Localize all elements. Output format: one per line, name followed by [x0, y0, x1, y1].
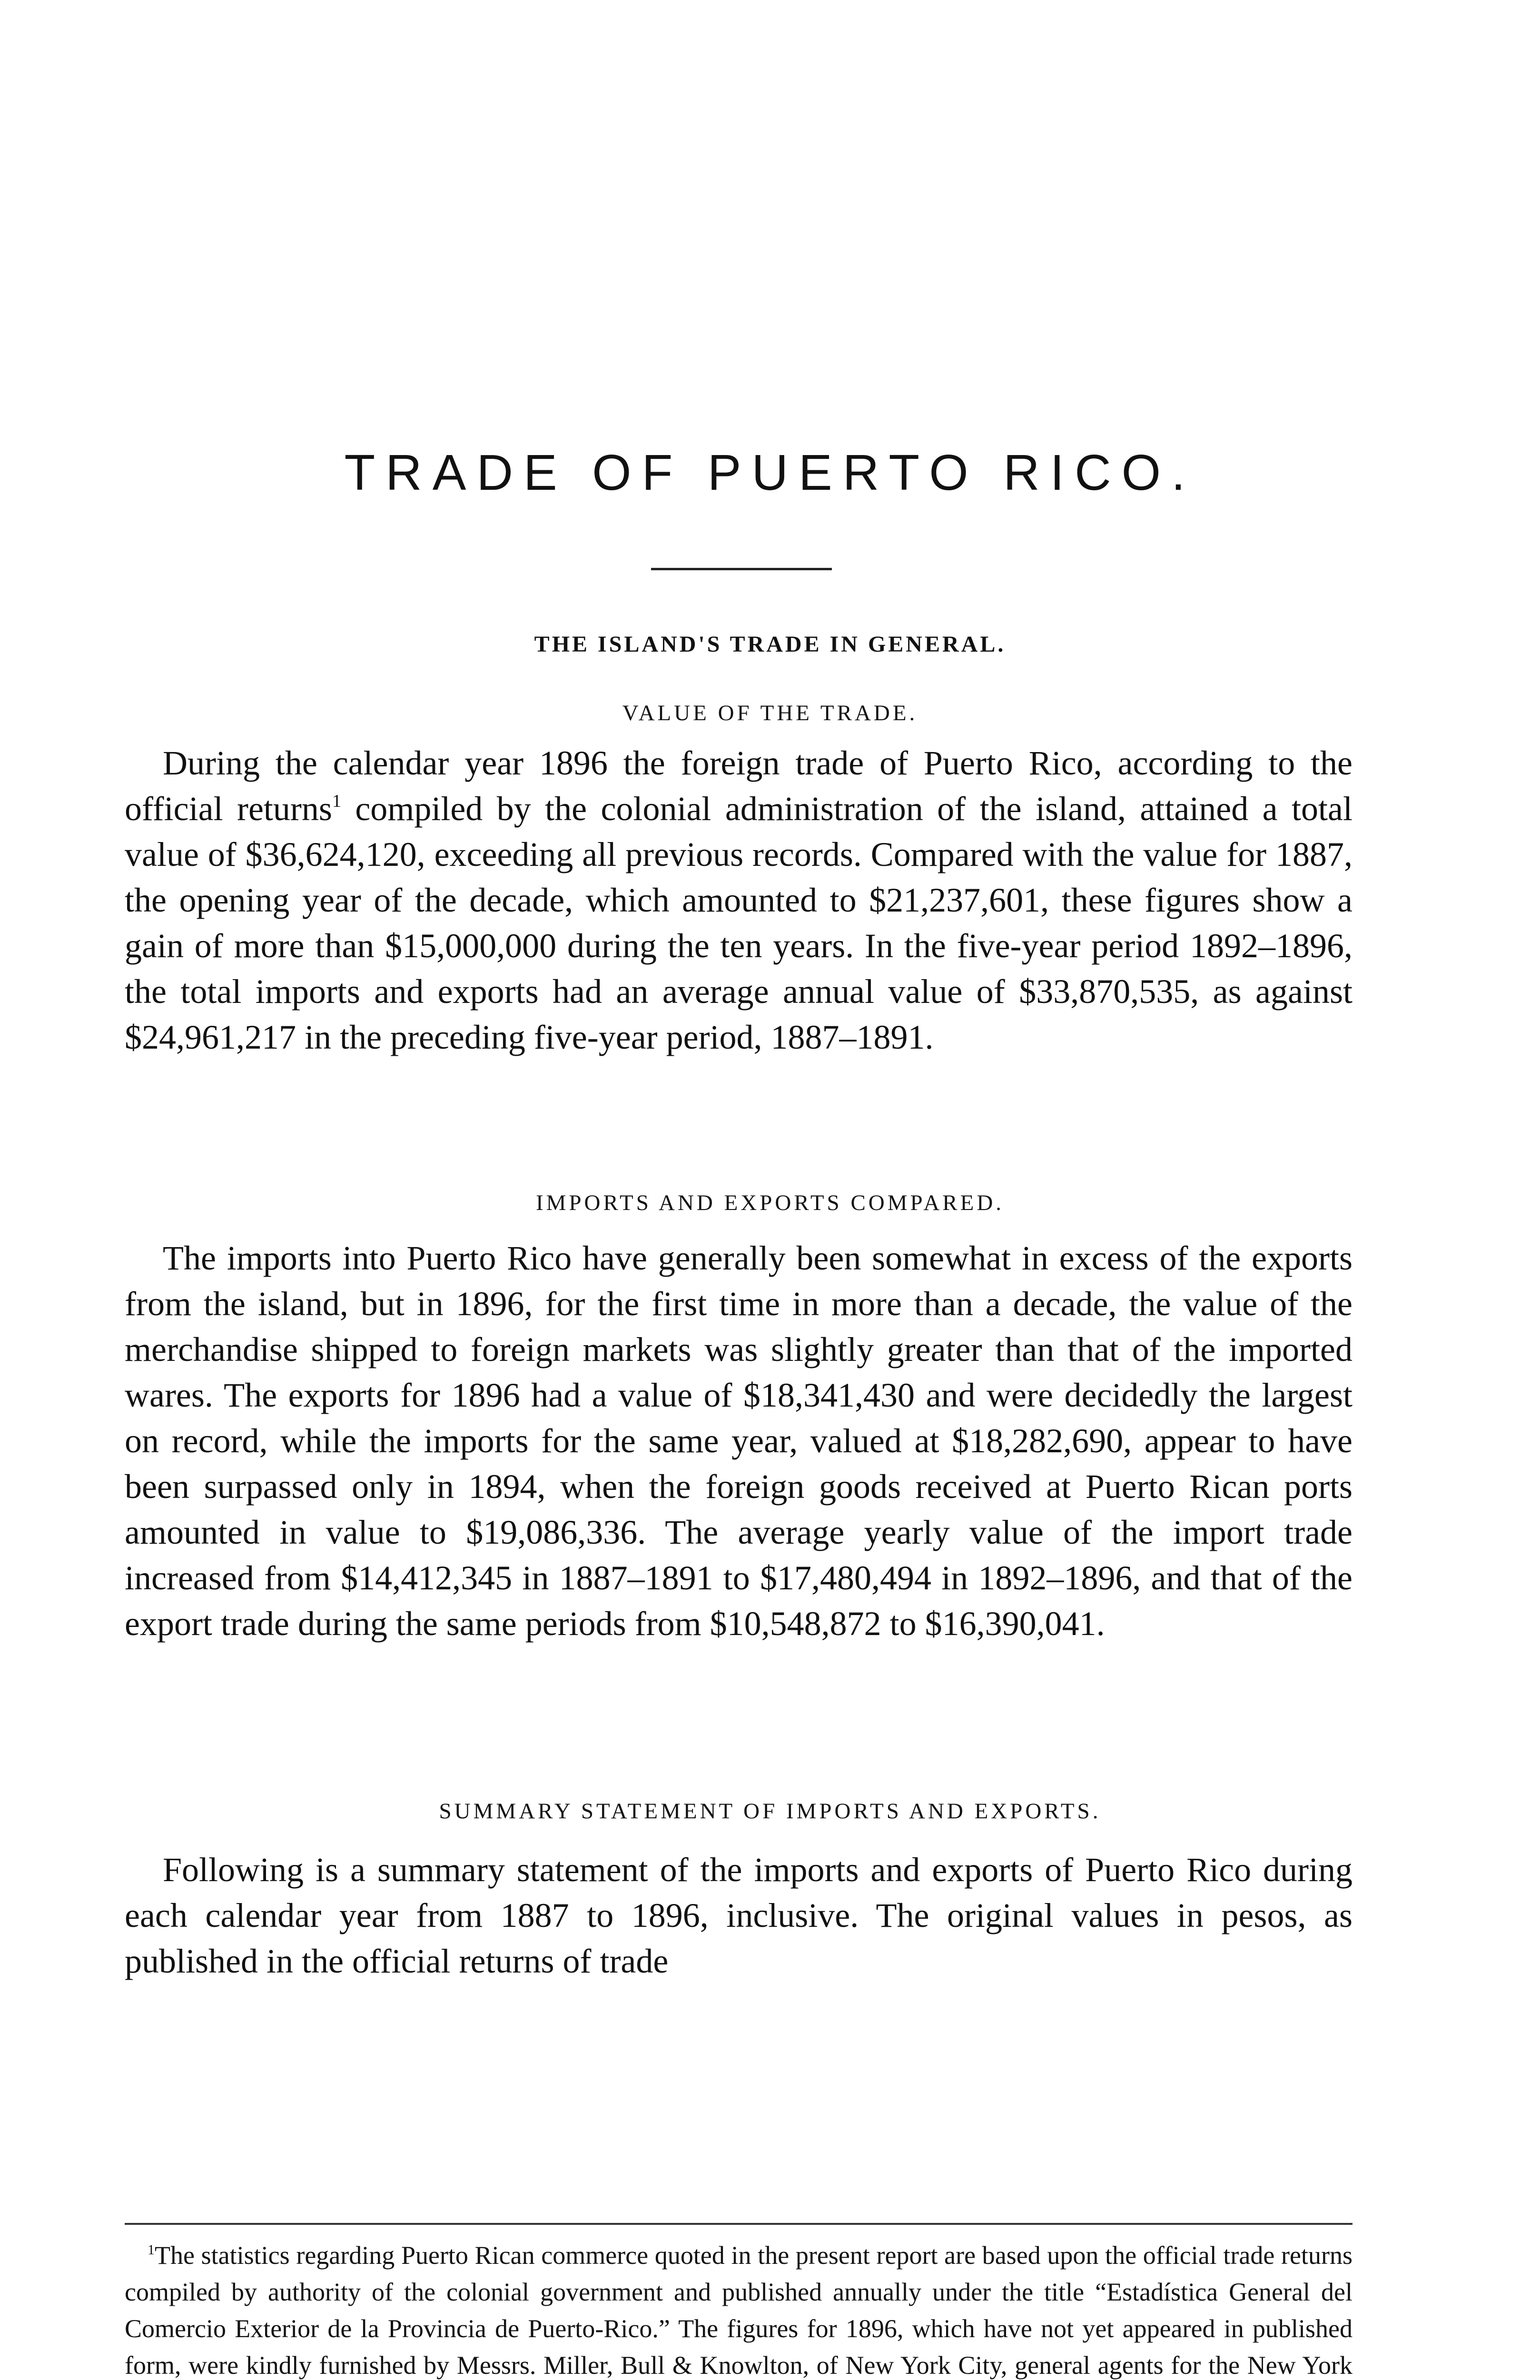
subheading-value-of-trade: VALUE OF THE TRADE. [622, 701, 918, 725]
subheading-summary-statement: SUMMARY STATEMENT OF IMPORTS AND EXPORTS. [439, 1799, 1101, 1824]
section-heading: THE ISLAND'S TRADE IN GENERAL. [534, 632, 1006, 657]
title-divider [651, 568, 832, 570]
footnote-text: The statistics regarding Puerto Rican commerce quoted in the present report are based upon the official trade returns compiled by authority of the colonial government and published annually under the title “Estadística General del Comercio Exterior de la Provincia de Puerto-Rico.” The figures for 1896, which have not yet appeared in published form, were kindly furnished by Messrs. Miller, Bull & Knowlton, of New York City, general agents for the New York [125, 2241, 1352, 2380]
footnote [125, 2237, 1352, 2380]
paragraph-text: During the calendar year 1896 the foreign trade of Puerto Rico, according to the official returns [125, 744, 1352, 828]
page-title: TRADE OF PUERTO RICO. [344, 445, 1196, 501]
footnote-divider [125, 2223, 1352, 2225]
paragraph-summary-statement: Following is a summary statement of the imports and exports of Puerto Rico during each calendar year from 1887 to 1896, inclusive. The original values in pesos, as published in the official returns of trade [125, 1851, 1352, 1980]
footnote-marker: 1 [148, 2242, 155, 2258]
paragraph-text: compiled by the colonial administration of the island, attained a total value of $36,624,120, exceeding all previous records. Compared with the value for 1887, the opening year of the decade, which amounted to $21,237,601, these figures show a gain of more than $15,000,000 during the ten years. In the five-year period 1892–1896, the total imports and exports had an average annual value of $33,870,535, as against $24,961,217 in the preceding five-year period, 1887–1891. [125, 790, 1352, 1056]
subheading-imports-exports: IMPORTS AND EXPORTS COMPARED. [535, 1190, 1005, 1215]
paragraph-value-of-trade [125, 740, 1352, 1060]
paragraph-imports-exports: The imports into Puerto Rico have generally been somewhat in excess of the exports from the island, but in 1896, for the first time in more than a decade, the value of the merchandise shipped to foreign markets was slightly greater than that of the imported wares. The exports for 1896 had a value of $18,341,430 and were decidedly the largest on record, while the imports for the same year, valued at $18,282,690, appear to have been surpassed only in 1894, when the foreign goods received at Puerto Rican ports amounted in value to $19,086,336. The average yearly value of the import trade increased from $14,412,345 in 1887–1891 to $17,480,494 in 1892–1896, and that of the export trade during the same periods from $10,548,872 to $16,390,041. [125, 1239, 1352, 1643]
footnote-reference[interactable]: 1 [332, 791, 341, 811]
